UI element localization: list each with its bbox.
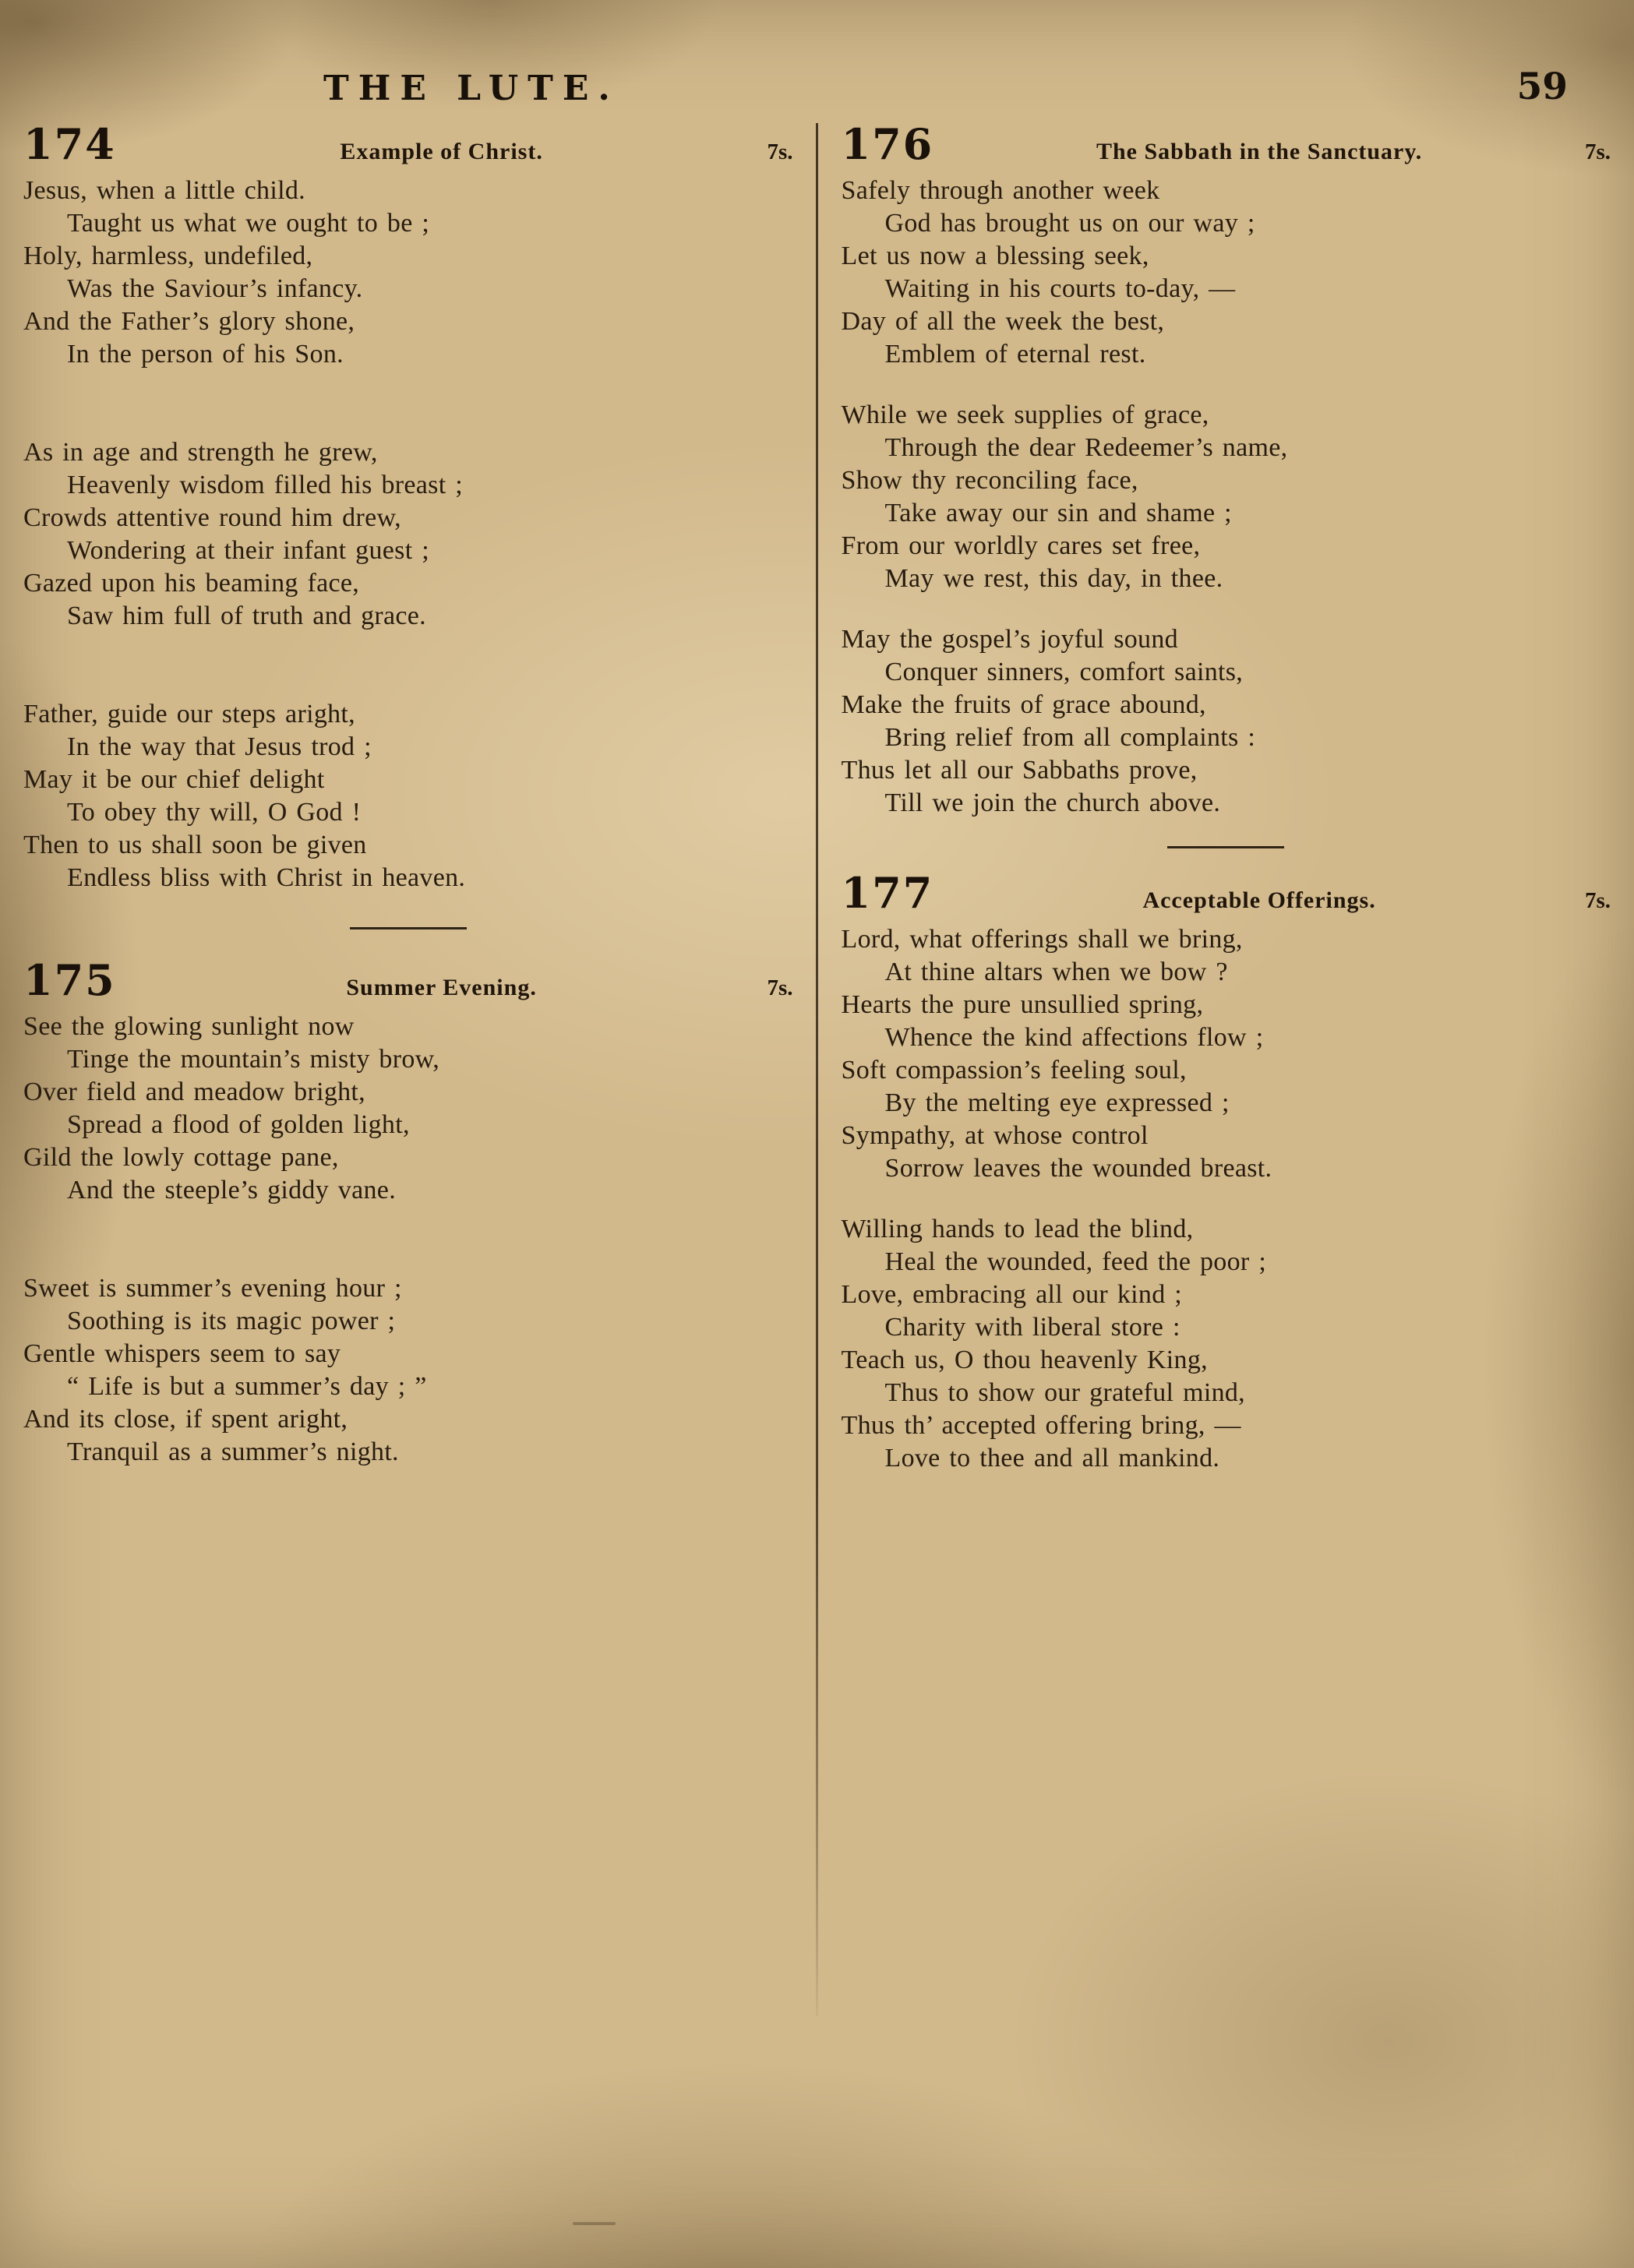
hymn-title: Example of Christ. — [340, 139, 543, 164]
hymn-line: Tinge the mountain’s misty brow, — [67, 1045, 440, 1074]
hymn-line: Thus to show our grateful mind, — [884, 1378, 1245, 1407]
hymn-line: And the Father’s glory shone, — [23, 307, 355, 336]
hymn-line: Till we join the church above. — [884, 788, 1221, 817]
hymn-title: Acceptable Offerings. — [1142, 887, 1376, 913]
text-columns — [23, 119, 1611, 1475]
verse — [23, 175, 793, 371]
verse — [23, 436, 793, 633]
hymn-line: Take away our sin and shame ; — [884, 499, 1232, 527]
hymn-number: 176 — [841, 119, 934, 169]
hymn-header — [841, 868, 1611, 918]
hymn-line: Soothing is its magic power ; — [67, 1307, 396, 1335]
hymn-line: Sympathy, at whose control — [841, 1121, 1149, 1150]
verse — [23, 1272, 793, 1469]
hymn-line: Love, embracing all our kind ; — [841, 1280, 1183, 1309]
verse — [23, 1011, 793, 1207]
page-number: 59 — [1516, 65, 1568, 108]
hymn-line: Sorrow leaves the wounded breast. — [884, 1154, 1272, 1183]
hymn-number: 174 — [23, 119, 116, 169]
hymn-meter: 7s. — [767, 975, 793, 1000]
verse — [842, 175, 1611, 371]
column-right — [841, 119, 1611, 1475]
hymn-line: Was the Saviour’s infancy. — [67, 274, 363, 303]
hymn-line: Jesus, when a little child. — [23, 176, 305, 205]
running-title: THE LUTE. — [323, 69, 619, 108]
hymn-line: Waiting in his courts to-day, — — [884, 274, 1236, 303]
hymn-number: 177 — [841, 868, 934, 918]
hymn-line: “ Life is but a summer’s day ; ” — [67, 1372, 427, 1401]
hymn-header — [841, 119, 1611, 169]
verse — [842, 923, 1611, 1185]
hymn-line: Teach us, O thou heavenly King, — [841, 1346, 1208, 1374]
verse — [842, 1213, 1611, 1475]
hymn-line: Love to thee and all mankind. — [884, 1444, 1220, 1473]
hymn-176 — [841, 119, 1611, 820]
hymn-line: Then to us shall soon be given — [23, 831, 367, 859]
hymn-line: In the person of his Son. — [67, 340, 344, 369]
hymn-line: Safely through another week — [841, 176, 1160, 205]
column-left — [23, 119, 793, 1475]
hymn-line: Hearts the pure unsullied spring, — [841, 990, 1204, 1019]
hymn-line: Tranquil as a summer’s night. — [67, 1437, 399, 1466]
hymn-line: From our worldly cares set free, — [841, 531, 1201, 560]
hymn-line: Whence the kind affections flow ; — [884, 1023, 1264, 1052]
hymn-line: Thus let all our Sabbaths prove, — [841, 756, 1198, 785]
hymn-line: To obey thy will, O God ! — [67, 798, 362, 827]
hymn-line: While we seek supplies of grace, — [841, 400, 1209, 429]
hymn-meter: 7s. — [767, 139, 793, 164]
verse — [842, 623, 1611, 820]
hymn-line: Gild the lowly cottage pane, — [23, 1143, 339, 1172]
hymn-line: May we rest, this day, in thee. — [884, 564, 1223, 593]
hymn-line: Taught us what we ought to be ; — [67, 209, 430, 238]
hymn-line: Heal the wounded, feed the poor ; — [884, 1247, 1267, 1276]
hymn-175 — [23, 955, 793, 1469]
hymn-line: Day of all the week the best, — [841, 307, 1165, 336]
hymn-line: Spread a flood of golden light, — [67, 1110, 410, 1139]
hymn-line: In the way that Jesus trod ; — [67, 732, 372, 761]
hymn-title: Summer Evening. — [346, 975, 537, 1000]
section-divider — [1167, 846, 1284, 848]
hymn-meter: 7s. — [1584, 139, 1611, 164]
hymn-line: At thine altars when we bow ? — [884, 958, 1228, 986]
hymn-line: By the melting eye expressed ; — [884, 1088, 1230, 1117]
hymn-line: Gentle whispers seem to say — [23, 1339, 341, 1368]
hymn-line: Emblem of eternal rest. — [884, 340, 1146, 369]
hymn-line: Holy, harmless, undefiled, — [23, 242, 313, 270]
hymn-line: May it be our chief delight — [23, 765, 325, 794]
hymn-line: See the glowing sunlight now — [23, 1012, 355, 1041]
hymn-line: As in age and strength he grew, — [23, 438, 378, 467]
hymn-line: Over field and meadow bright, — [23, 1078, 365, 1106]
hymn-line: Heavenly wisdom filled his breast ; — [67, 471, 464, 499]
hymn-line: Bring relief from all complaints : — [884, 723, 1256, 752]
hymn-line: Soft compassion’s feeling soul, — [841, 1056, 1187, 1085]
hymn-line: Father, guide our steps aright, — [23, 700, 355, 728]
hymn-line: Let us now a blessing seek, — [841, 242, 1149, 270]
hymn-line: Gazed upon his beaming face, — [23, 569, 360, 598]
section-divider — [350, 927, 467, 929]
hymn-line: May the gospel’s joyful sound — [841, 625, 1178, 654]
hymn-174 — [23, 119, 793, 894]
hymn-header — [23, 955, 793, 1005]
hymn-meter: 7s. — [1584, 888, 1611, 913]
hymn-line: Crowds attentive round him drew, — [23, 503, 401, 532]
hymn-line: Saw him full of truth and grace. — [67, 601, 426, 630]
hymn-header — [23, 119, 793, 169]
hymn-line: Thus th’ accepted offering bring, — — [841, 1411, 1241, 1440]
hymn-line: Wondering at their infant guest ; — [67, 536, 429, 565]
hymn-line: God has brought us on our way ; — [884, 209, 1255, 238]
hymn-line: Willing hands to lead the blind, — [841, 1215, 1194, 1243]
scan-mark — [573, 2222, 616, 2225]
hymn-line: Show thy reconciling face, — [841, 466, 1138, 495]
hymn-line: Charity with liberal store : — [884, 1313, 1181, 1342]
hymn-line: And the steeple’s giddy vane. — [67, 1176, 396, 1205]
hymn-number: 175 — [23, 955, 116, 1005]
hymn-line: Make the fruits of grace abound, — [841, 690, 1206, 719]
verse — [23, 698, 793, 894]
hymn-177 — [841, 868, 1611, 1475]
hymn-title: The Sabbath in the Sanctuary. — [1096, 139, 1423, 164]
verse — [842, 399, 1611, 595]
hymn-line: And its close, if spent aright, — [23, 1405, 348, 1434]
hymn-line: Endless bliss with Christ in heaven. — [67, 863, 466, 892]
hymn-line: Lord, what offerings shall we bring, — [841, 925, 1243, 954]
hymn-line: Conquer sinners, comfort saints, — [884, 658, 1244, 686]
hymn-line: Through the dear Redeemer’s name, — [884, 433, 1288, 462]
hymn-line: Sweet is summer’s evening hour ; — [23, 1274, 402, 1303]
